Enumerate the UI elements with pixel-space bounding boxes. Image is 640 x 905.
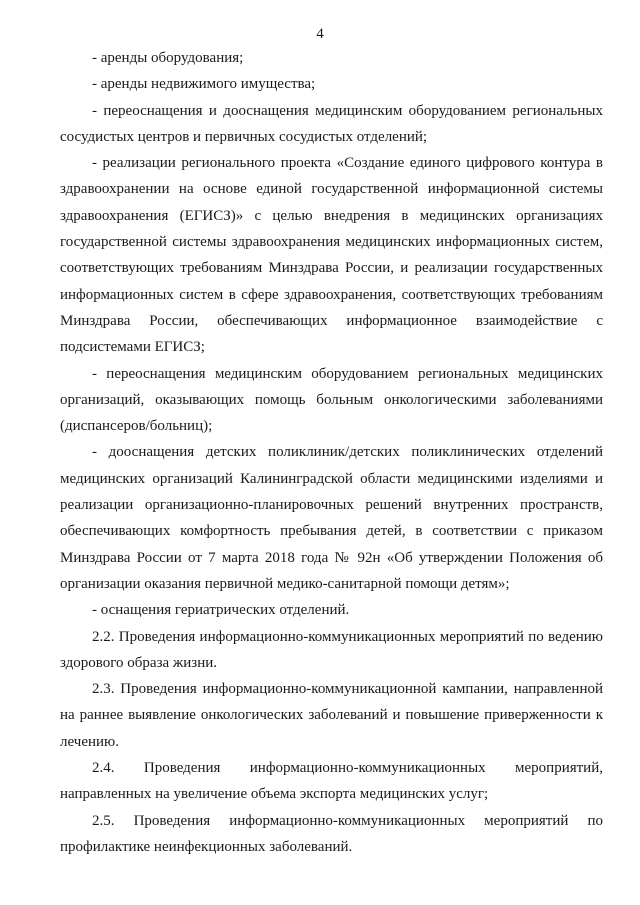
section-2-3: 2.3. Проведения информационно-коммуникационной кампании, направленной на раннее выявление онкологических заболеваний и повышение приверженности к лечению.: [60, 681, 603, 750]
list-item-geriatric-departments: - оснащения гериатрических отделений.: [92, 602, 350, 619]
section-2-4: 2.4. Проведения информационно-коммуникационных мероприятий, направленных на увеличение объема экспорта медицинских услуг;: [60, 760, 603, 803]
page-number: 4: [316, 26, 324, 42]
list-item-children-clinics: - дооснащения детских поликлиник/детских поликлинических отделений медицинских организаций Калининградской области медицинскими изделиями и реализации организационно-планировочных решений внутренних пространств, обеспечивающих комфортность пребывания детей, в соответствии с приказом Минздрава России от 7 марта 2018 года № 92н «Об утверждении Положения об организации оказания первичной медико-санитарной помощи детям»;: [60, 444, 603, 592]
list-item-equipment-rental: - аренды оборудования;: [92, 50, 244, 66]
section-2-2: 2.2. Проведения информационно-коммуникационных мероприятий по ведению здорового образа жизни.: [60, 628, 603, 671]
list-item-digital-contour-project: - реализации регионального проекта «Создание единого цифрового контура в здравоохранении на основе единой государственной информационной системы здравоохранения (ЕГИСЗ)» с целью внедрения в медицинских организациях государственной системы здравоохранения медицинских информационных систем, соответствующих требованиям Минздрава России, и реализации государственных информационных систем в сфере здравоохранения, соответствующих требованиям Минздрава России, обеспечивающих информационное взаимодействие с подсистемами ЕГИСЗ;: [60, 155, 603, 356]
list-item-oncology-reequipment: - переоснащения медицинским оборудованием региональных медицинских организаций, оказывающих помощь больным онкологическими заболеваниями (диспансеров/больниц);: [60, 365, 603, 435]
list-item-property-rental: - аренды недвижимого имущества;: [92, 76, 316, 93]
list-item-vascular-centers: - переоснащения и дооснащения медицинским оборудованием региональных сосудистых центров и первичных сосудистых отделений;: [60, 102, 603, 145]
document-body: [60, 45, 603, 860]
section-2-5: 2.5. Проведения информационно-коммуникационных мероприятий по профилактике неинфекционных заболеваний.: [60, 812, 603, 855]
